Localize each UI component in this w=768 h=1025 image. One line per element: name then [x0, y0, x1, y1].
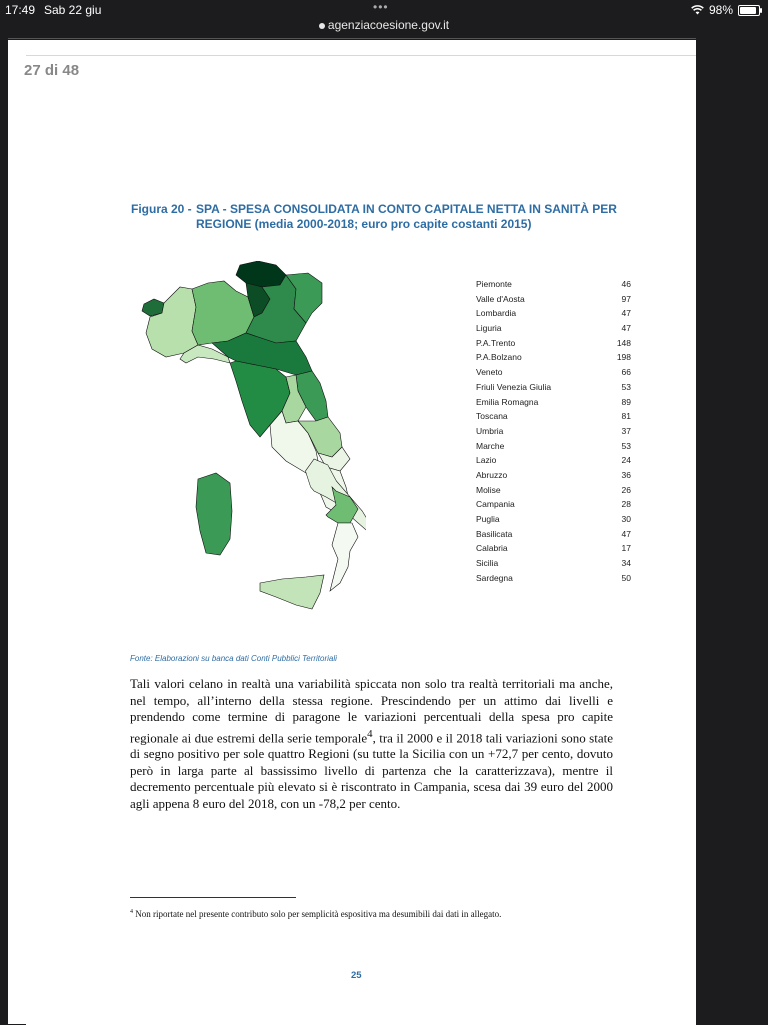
- footnote-text: Non riportate nel presente contributo solo per semplicità espositiva ma desumibili dai dati in allegato.: [135, 909, 502, 919]
- toolbar-divider: [8, 38, 696, 39]
- region-name: Calabria: [476, 543, 508, 554]
- table-row: [476, 439, 631, 454]
- region-name: Sicilia: [476, 558, 499, 569]
- body-text-part-1: Tali valori celano in realtà una variabilità spiccata non solo tra realtà territoriali ma anche, nel tempo, all’interno della stessa regione. Prescindendo per un attimo dai livelli e prendendo come termine di paragone le variazioni percentuali della spesa pro capite regionale ai due estremi della serie temporale: [130, 676, 613, 745]
- region-name: Lombardia: [476, 308, 517, 319]
- table-row: [476, 483, 631, 498]
- region-value: 66: [621, 367, 631, 378]
- figure-title-text: SPA - SPESA CONSOLIDATA IN CONTO CAPITALE NETTA IN SANITÀ PER REGIONE (media 2000-2018; euro pro capite costanti 2015): [196, 202, 617, 231]
- footnote-mark: 4: [130, 909, 133, 915]
- battery-percent: 98%: [708, 3, 733, 17]
- region-value: 28: [621, 499, 631, 510]
- body-text-part-2: , tra il 2000 e il 2018 tali variazioni sono state di segno positivo per sole quattro Regioni (su tutte la Sicilia con un +72,7 per cento, dovuto però in larga parte al bassissimo livello di partenza che la caratterizzava), mentre il decremento percentuale più elevato si è riscontrato in Campania, scesa dai 39 euro del 2000 agli appena 8 euro del 2018, con un -78,2 per cento.: [130, 729, 613, 811]
- table-row: [476, 571, 631, 586]
- table-row: [476, 497, 631, 512]
- region-name: Valle d'Aosta: [476, 293, 525, 304]
- region-name: Puglia: [476, 514, 500, 524]
- table-row: [476, 512, 631, 527]
- region-value: 148: [616, 337, 631, 348]
- region-value: 47: [621, 528, 631, 539]
- region-value: 89: [621, 396, 631, 407]
- region-value: 198: [616, 352, 631, 363]
- figure-source: Fonte: Elaborazioni su banca dati Conti Pubblici Territoriali: [130, 654, 337, 663]
- table-row: [476, 556, 631, 571]
- region-value: 26: [621, 484, 631, 495]
- pdf-viewer[interactable]: [8, 40, 696, 1024]
- region-value-table: [476, 277, 631, 585]
- table-row: [476, 336, 631, 351]
- region-name: Emilia Romagna: [476, 396, 539, 407]
- page-counter: 27 di 48: [24, 62, 80, 79]
- region-sardegna: [196, 473, 232, 555]
- table-row: [476, 292, 631, 307]
- status-date: Sab 22 giu: [44, 3, 102, 17]
- address-bar[interactable]: [0, 18, 768, 36]
- region-name: P.A.Trento: [476, 337, 516, 348]
- region-name: Lazio: [476, 455, 497, 466]
- region-name: P.A.Bolzano: [476, 352, 522, 363]
- region-value: 46: [621, 279, 631, 289]
- region-value: 53: [621, 381, 631, 392]
- battery-icon: [738, 5, 760, 16]
- region-value: 50: [621, 572, 631, 583]
- region-name: Abruzzo: [476, 469, 508, 480]
- region-value: 81: [621, 411, 631, 422]
- body-paragraph: [130, 676, 613, 812]
- table-row: [476, 453, 631, 468]
- table-row: [476, 409, 631, 424]
- region-pa-bolzano: [236, 261, 286, 287]
- table-row: [476, 527, 631, 542]
- region-value: 47: [621, 308, 631, 319]
- region-value: 36: [621, 469, 631, 480]
- pdf-page: [26, 55, 696, 1025]
- table-row: [476, 306, 631, 321]
- region-value: 34: [621, 558, 631, 569]
- region-value: 47: [621, 323, 631, 334]
- table-row: [476, 395, 631, 410]
- region-name: Basilicata: [476, 528, 513, 539]
- status-time: 17:49: [5, 3, 36, 17]
- status-bar: [0, 0, 768, 20]
- figure-number: Figura 20 -: [131, 202, 192, 216]
- region-name: Campania: [476, 499, 515, 510]
- multitasking-dots-icon[interactable]: •••: [373, 0, 389, 14]
- status-right: [691, 3, 760, 17]
- region-value: 37: [621, 425, 631, 436]
- footnote-divider: [130, 897, 296, 898]
- wifi-icon: [691, 5, 704, 15]
- footnote: [130, 909, 630, 919]
- table-row: [476, 277, 631, 292]
- region-value: 17: [621, 543, 631, 554]
- footnote-reference[interactable]: 4: [367, 727, 373, 740]
- table-row: [476, 321, 631, 336]
- region-value: 53: [621, 440, 631, 451]
- region-name: Liguria: [476, 323, 502, 334]
- table-row: [476, 541, 631, 556]
- region-piemonte: [146, 287, 198, 357]
- region-value: 97: [621, 293, 631, 304]
- table-row: [476, 365, 631, 380]
- region-value: 30: [621, 514, 631, 524]
- url-text: agenziacoesione.gov.it: [327, 18, 450, 32]
- region-value: 24: [621, 455, 631, 466]
- table-row: [476, 380, 631, 395]
- region-name: Toscana: [476, 411, 508, 422]
- region-name: Piemonte: [476, 279, 512, 289]
- region-name: Friuli Venezia Giulia: [476, 381, 552, 392]
- region-sicilia: [260, 575, 324, 609]
- italy-choropleth-map: [136, 261, 366, 613]
- table-row: [476, 424, 631, 439]
- table-row: [476, 350, 631, 365]
- region-name: Marche: [476, 440, 505, 451]
- site-icon: [319, 23, 325, 29]
- region-calabria: [330, 523, 358, 591]
- region-name: Sardegna: [476, 572, 513, 583]
- region-name: Veneto: [476, 367, 503, 378]
- table-row: [476, 468, 631, 483]
- region-name: Molise: [476, 484, 501, 495]
- page-number: 25: [351, 970, 362, 981]
- region-name: Umbria: [476, 425, 504, 436]
